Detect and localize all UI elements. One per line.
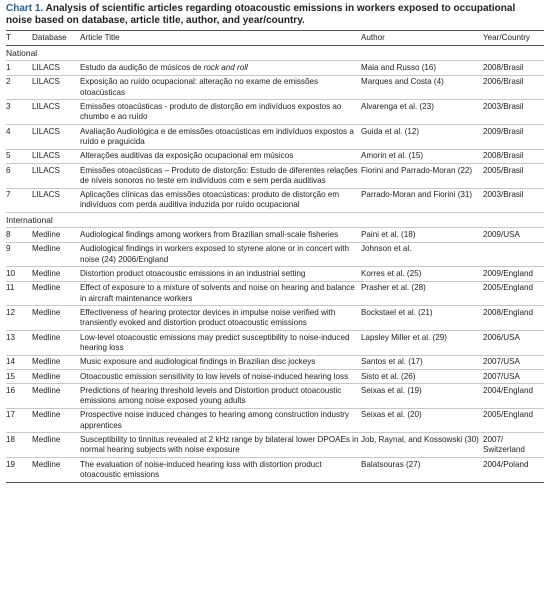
row-number-cell: 5	[6, 149, 32, 163]
author-cell: Job, Raynal, and Kossowski (30)	[361, 433, 483, 458]
author-cell: Marques and Costa (4)	[361, 75, 483, 100]
author-cell: Paini et al. (18)	[361, 228, 483, 242]
header-year-country: Year/Country	[483, 31, 544, 46]
database-cell: LILACS	[32, 124, 80, 149]
header-number: T	[6, 31, 32, 46]
article-title-italic-text: rock and roll	[203, 63, 248, 72]
article-title-text: Predictions of hearing threshold levels and Distortion product otoacoustic emissions among noise exposed young adults	[80, 385, 342, 406]
article-title-cell	[80, 163, 361, 188]
article-title-cell	[80, 188, 361, 213]
section-heading: National	[6, 46, 544, 61]
year-country-cell: 2008/England	[483, 306, 544, 331]
table-row	[6, 75, 544, 100]
year-country-cell: 2008/Brasil	[483, 61, 544, 75]
year-country-cell: 2008/Brasil	[483, 149, 544, 163]
year-country-cell: 2007/ Switzerland	[483, 433, 544, 458]
article-title-text: Distortion product otoacoustic emissions in an industrial setting	[80, 268, 306, 278]
year-country-cell: 2007/USA	[483, 369, 544, 383]
article-title-text: Audiological findings among workers from Brazilian small-scale fisheries	[80, 229, 339, 239]
article-title-cell	[80, 228, 361, 242]
caption-label: Chart 1.	[6, 3, 44, 14]
database-cell: LILACS	[32, 75, 80, 100]
article-title-cell	[80, 267, 361, 281]
table-row	[6, 369, 544, 383]
database-cell: Medline	[32, 281, 80, 306]
table-row	[6, 355, 544, 369]
author-cell: Alvarenga et al. (23)	[361, 100, 483, 125]
row-number-cell: 9	[6, 242, 32, 267]
year-country-cell: 2006/USA	[483, 330, 544, 355]
table-row	[6, 267, 544, 281]
article-title-text: Effectiveness of hearing protector devices in impulse noise verified with transiently evoked and distortion product otoacoustic emissions	[80, 307, 336, 328]
table-row	[6, 188, 544, 213]
section-row	[6, 213, 544, 228]
article-title-cell	[80, 124, 361, 149]
table-row	[6, 384, 544, 409]
author-cell: Seixas et al. (20)	[361, 408, 483, 433]
author-cell: Bockstael et al. (21)	[361, 306, 483, 331]
database-cell: Medline	[32, 306, 80, 331]
row-number-cell: 1	[6, 61, 32, 75]
article-title-text: Alterações auditivas da exposição ocupacional em músicos	[80, 151, 294, 161]
article-title-text: Exposição ao ruído ocupacional: alteração no exame de emissões otoacústicas	[80, 77, 319, 97]
article-title-cell	[80, 369, 361, 383]
table-row	[6, 163, 544, 188]
table-row	[6, 306, 544, 331]
table-row	[6, 100, 544, 125]
author-cell: Amorin et al. (15)	[361, 149, 483, 163]
row-number-cell: 8	[6, 228, 32, 242]
article-title-text: Avaliação Audiológica e de emissões otoacústicas em indivíduos expostos a ruído e praguicida	[80, 126, 354, 146]
row-number-cell: 17	[6, 408, 32, 433]
year-country-cell: 2006/Brasil	[483, 75, 544, 100]
article-title-cell	[80, 306, 361, 331]
database-cell: LILACS	[32, 61, 80, 75]
author-cell: Johnson et al.	[361, 242, 483, 267]
article-title-text: Effect of exposure to a mixture of solvents and noise on hearing and balance in aircraft maintenance workers	[80, 283, 355, 303]
table-row	[6, 433, 544, 458]
year-country-cell: 2007/USA	[483, 355, 544, 369]
author-cell: Fiorini and Parrado-Moran (22)	[361, 163, 483, 188]
author-cell: Parrado-Moran and Fiorini (31)	[361, 188, 483, 213]
row-number-cell: 13	[6, 330, 32, 355]
table-row	[6, 61, 544, 75]
article-title-cell	[80, 384, 361, 409]
table-header-row	[6, 31, 544, 46]
database-cell: LILACS	[32, 100, 80, 125]
article-title-cell	[80, 75, 361, 100]
row-number-cell: 6	[6, 163, 32, 188]
table-caption	[6, 3, 544, 27]
author-cell: Lapsley Miller et al. (29)	[361, 330, 483, 355]
database-cell: Medline	[32, 242, 80, 267]
database-cell: Medline	[32, 228, 80, 242]
database-cell: Medline	[32, 384, 80, 409]
year-country-cell: 2003/Brasil	[483, 188, 544, 213]
article-title-cell	[80, 281, 361, 306]
header-database: Database	[32, 31, 80, 46]
table-row	[6, 149, 544, 163]
article-title-text: Otoacoustic emission sensitivity to low levels of noise-induced hearing loss	[80, 371, 349, 381]
database-cell: LILACS	[32, 188, 80, 213]
table-row	[6, 228, 544, 242]
database-cell: Medline	[32, 330, 80, 355]
article-title-text: The evaluation of noise-induced hearing loss with distortion product otoacoustic emissions	[80, 459, 322, 479]
article-title-text: Low-level otoacoustic emissions may predict susceptibility to noise-induced hearing loss	[80, 332, 350, 352]
database-cell: LILACS	[32, 149, 80, 163]
author-cell: Maia and Russo (16)	[361, 61, 483, 75]
database-cell: Medline	[32, 267, 80, 281]
article-title-text: Estudo da audição de músicos de	[80, 63, 204, 72]
year-country-cell: 2009/USA	[483, 228, 544, 242]
author-cell: Seixas et al. (19)	[361, 384, 483, 409]
article-title-cell	[80, 61, 361, 75]
table-row	[6, 408, 544, 433]
article-title-cell	[80, 330, 361, 355]
row-number-cell: 3	[6, 100, 32, 125]
row-number-cell: 16	[6, 384, 32, 409]
caption-text: Analysis of scientific articles regarding otoacoustic emissions in workers exposed to occupational noise based on database, article title, author, and year/country.	[6, 3, 516, 26]
database-cell: Medline	[32, 433, 80, 458]
article-title-cell	[80, 100, 361, 125]
year-country-cell: 2009/England	[483, 267, 544, 281]
article-title-cell	[80, 149, 361, 163]
author-cell: Prasher et al. (28)	[361, 281, 483, 306]
row-number-cell: 2	[6, 75, 32, 100]
database-cell: Medline	[32, 408, 80, 433]
row-number-cell: 15	[6, 369, 32, 383]
year-country-cell: 2004/England	[483, 384, 544, 409]
author-cell: Santos et al. (17)	[361, 355, 483, 369]
row-number-cell: 4	[6, 124, 32, 149]
table-row	[6, 330, 544, 355]
author-cell: Korres et al. (25)	[361, 267, 483, 281]
author-cell: Balatsouras (27)	[361, 458, 483, 483]
year-country-cell: 2004/Poland	[483, 458, 544, 483]
row-number-cell: 18	[6, 433, 32, 458]
article-title-cell	[80, 355, 361, 369]
row-number-cell: 11	[6, 281, 32, 306]
year-country-cell: 2003/Brasil	[483, 100, 544, 125]
database-cell: Medline	[32, 458, 80, 483]
database-cell: Medline	[32, 355, 80, 369]
article-title-text: Prospective noise induced changes to hearing among construction industry apprentices	[80, 410, 350, 430]
row-number-cell: 14	[6, 355, 32, 369]
section-row	[6, 46, 544, 61]
article-title-text: Susceptibility to tinnitus revealed at 2 kHz range by bilateral lower DPOAEs in normal hearing subjects with noise exposure	[80, 435, 359, 455]
year-country-cell: 2005/England	[483, 408, 544, 433]
article-title-cell	[80, 242, 361, 267]
year-country-cell	[483, 242, 544, 267]
author-cell: Sisto et al. (26)	[361, 369, 483, 383]
article-title-cell	[80, 433, 361, 458]
article-title-text: Music exposure and audiological findings in Brazilian disc jockeys	[80, 357, 316, 367]
year-country-cell: 2005/Brasil	[483, 163, 544, 188]
year-country-cell: 2009/Brasil	[483, 124, 544, 149]
header-article-title: Article Title	[80, 31, 361, 46]
row-number-cell: 19	[6, 458, 32, 483]
article-title-text: Emissões otoacústicas – Produto de distorção: Estudo de diferentes relações de níveis sonoros no teste em indivíduos com e sem perda auditivas	[80, 165, 358, 185]
table-row	[6, 242, 544, 267]
header-author: Author	[361, 31, 483, 46]
table-row	[6, 458, 544, 483]
row-number-cell: 7	[6, 188, 32, 213]
article-title-cell	[80, 408, 361, 433]
article-title-cell	[80, 458, 361, 483]
article-title-text: Aplicações clínicas das emissões otoacústicas: produto de distorção em indivíduos com perda auditiva induzida por ruído ocupacional	[80, 190, 340, 210]
row-number-cell: 12	[6, 306, 32, 331]
article-title-text: Audiological findings in workers exposed to styrene alone or in concert with noise (24) 2006/England	[80, 244, 350, 264]
author-cell: Guida et al. (12)	[361, 124, 483, 149]
database-cell: Medline	[32, 369, 80, 383]
section-heading: International	[6, 213, 544, 228]
database-cell: LILACS	[32, 163, 80, 188]
year-country-cell: 2005/England	[483, 281, 544, 306]
articles-table	[6, 30, 544, 483]
table-row	[6, 281, 544, 306]
row-number-cell: 10	[6, 267, 32, 281]
table-body	[6, 46, 544, 482]
article-title-text: Emissões otoacústicas - produto de distorção em indivíduos expostos ao chumbo e ao ruído	[80, 101, 342, 122]
table-row	[6, 124, 544, 149]
